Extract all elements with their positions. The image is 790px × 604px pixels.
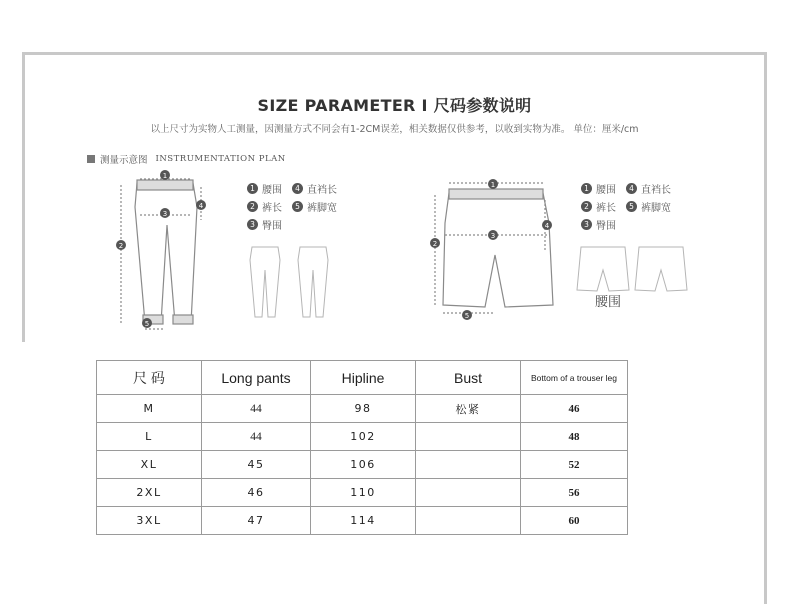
svg-text:1: 1 (490, 181, 496, 189)
svg-text:2: 2 (432, 240, 438, 248)
header-trouser-leg: Bottom of a trouser leg (521, 361, 628, 395)
size-cell: XL (97, 451, 202, 479)
svg-text:3: 3 (490, 232, 496, 240)
long-pants-cell: 45 (202, 451, 311, 479)
header-size: 尺 码 (97, 361, 202, 395)
long-pants-cell: 46 (202, 479, 311, 507)
legend-label: 臀围 (262, 220, 282, 232)
hipline-cell: 114 (311, 507, 416, 535)
legend-label: 直裆长 (641, 184, 671, 196)
bust-cell (416, 451, 521, 479)
header-bust: Bust (416, 361, 521, 395)
table-row (97, 451, 628, 479)
trouser-leg-cell: 52 (521, 451, 628, 479)
legend-label: 裤长 (262, 202, 282, 214)
shorts-legend: 1 腰围 4 直裆长 2 裤长 5 裤脚宽 3 臀围 (581, 179, 681, 233)
hipline-cell: 106 (311, 451, 416, 479)
legend-label: 裤脚宽 (641, 202, 671, 214)
right-border-rule (764, 52, 767, 604)
legend-label: 腰围 (596, 184, 616, 196)
shorts-diagram (432, 183, 553, 313)
size-cell: 3XL (97, 507, 202, 535)
hipline-cell: 102 (311, 423, 416, 451)
measurement-note: 以上尺寸为实物人工测量，因测量方式不同会有1-2CM误差，相关数据仅供参考，以收到实物为准。 单位：厘米/cm (150, 124, 639, 135)
trouser-leg-cell: 60 (521, 507, 628, 535)
long-pants-cell: 47 (202, 507, 311, 535)
size-table (96, 360, 628, 535)
long-pants-legend: 1 腰围 4 直裆长 2 裤长 5 裤脚宽 3 臀围 (247, 179, 347, 233)
svg-text:1: 1 (162, 172, 168, 180)
trouser-leg-cell: 48 (521, 423, 628, 451)
long-pants-cell: 44 (202, 423, 311, 451)
size-cell: M (97, 395, 202, 423)
section-title-cn: 测量示意图 (100, 155, 148, 166)
svg-text:3: 3 (162, 210, 168, 218)
section-title-en: INSTRUMENTATION PLAN (155, 154, 286, 164)
legend-label: 裤脚宽 (307, 202, 337, 214)
trouser-leg-cell: 46 (521, 395, 628, 423)
bust-cell: 松紧 (416, 395, 521, 423)
header-long-pants: Long pants (202, 361, 311, 395)
size-cell: 2XL (97, 479, 202, 507)
page-title: SIZE PARAMETER I 尺码参数说明 (257, 96, 532, 115)
svg-text:5: 5 (144, 320, 150, 328)
svg-text:2: 2 (118, 242, 124, 250)
bust-cell (416, 479, 521, 507)
hipline-cell: 110 (311, 479, 416, 507)
legend-label: 腰围 (262, 184, 282, 196)
svg-text:4: 4 (198, 202, 204, 210)
shorts-thumbnails (577, 247, 687, 291)
size-cell: L (97, 423, 202, 451)
long-pants-cell: 44 (202, 395, 311, 423)
long-pants-diagram (118, 179, 201, 329)
size-parameter-panel (22, 52, 767, 342)
svg-text:4: 4 (544, 222, 550, 230)
shorts-waist-label: 腰围 (595, 295, 622, 310)
trouser-leg-cell: 56 (521, 479, 628, 507)
long-pants-thumbnails (250, 247, 328, 317)
legend-label: 裤长 (596, 202, 616, 214)
table-row (97, 507, 628, 535)
table-row (97, 423, 628, 451)
bust-cell (416, 507, 521, 535)
table-header-row (97, 361, 628, 395)
header-hipline: Hipline (311, 361, 416, 395)
bust-cell (416, 423, 521, 451)
legend-label: 直裆长 (307, 184, 337, 196)
legend-label: 臀围 (596, 220, 616, 232)
table-row (97, 479, 628, 507)
table-row (97, 395, 628, 423)
hipline-cell: 98 (311, 395, 416, 423)
svg-text:5: 5 (464, 312, 470, 320)
